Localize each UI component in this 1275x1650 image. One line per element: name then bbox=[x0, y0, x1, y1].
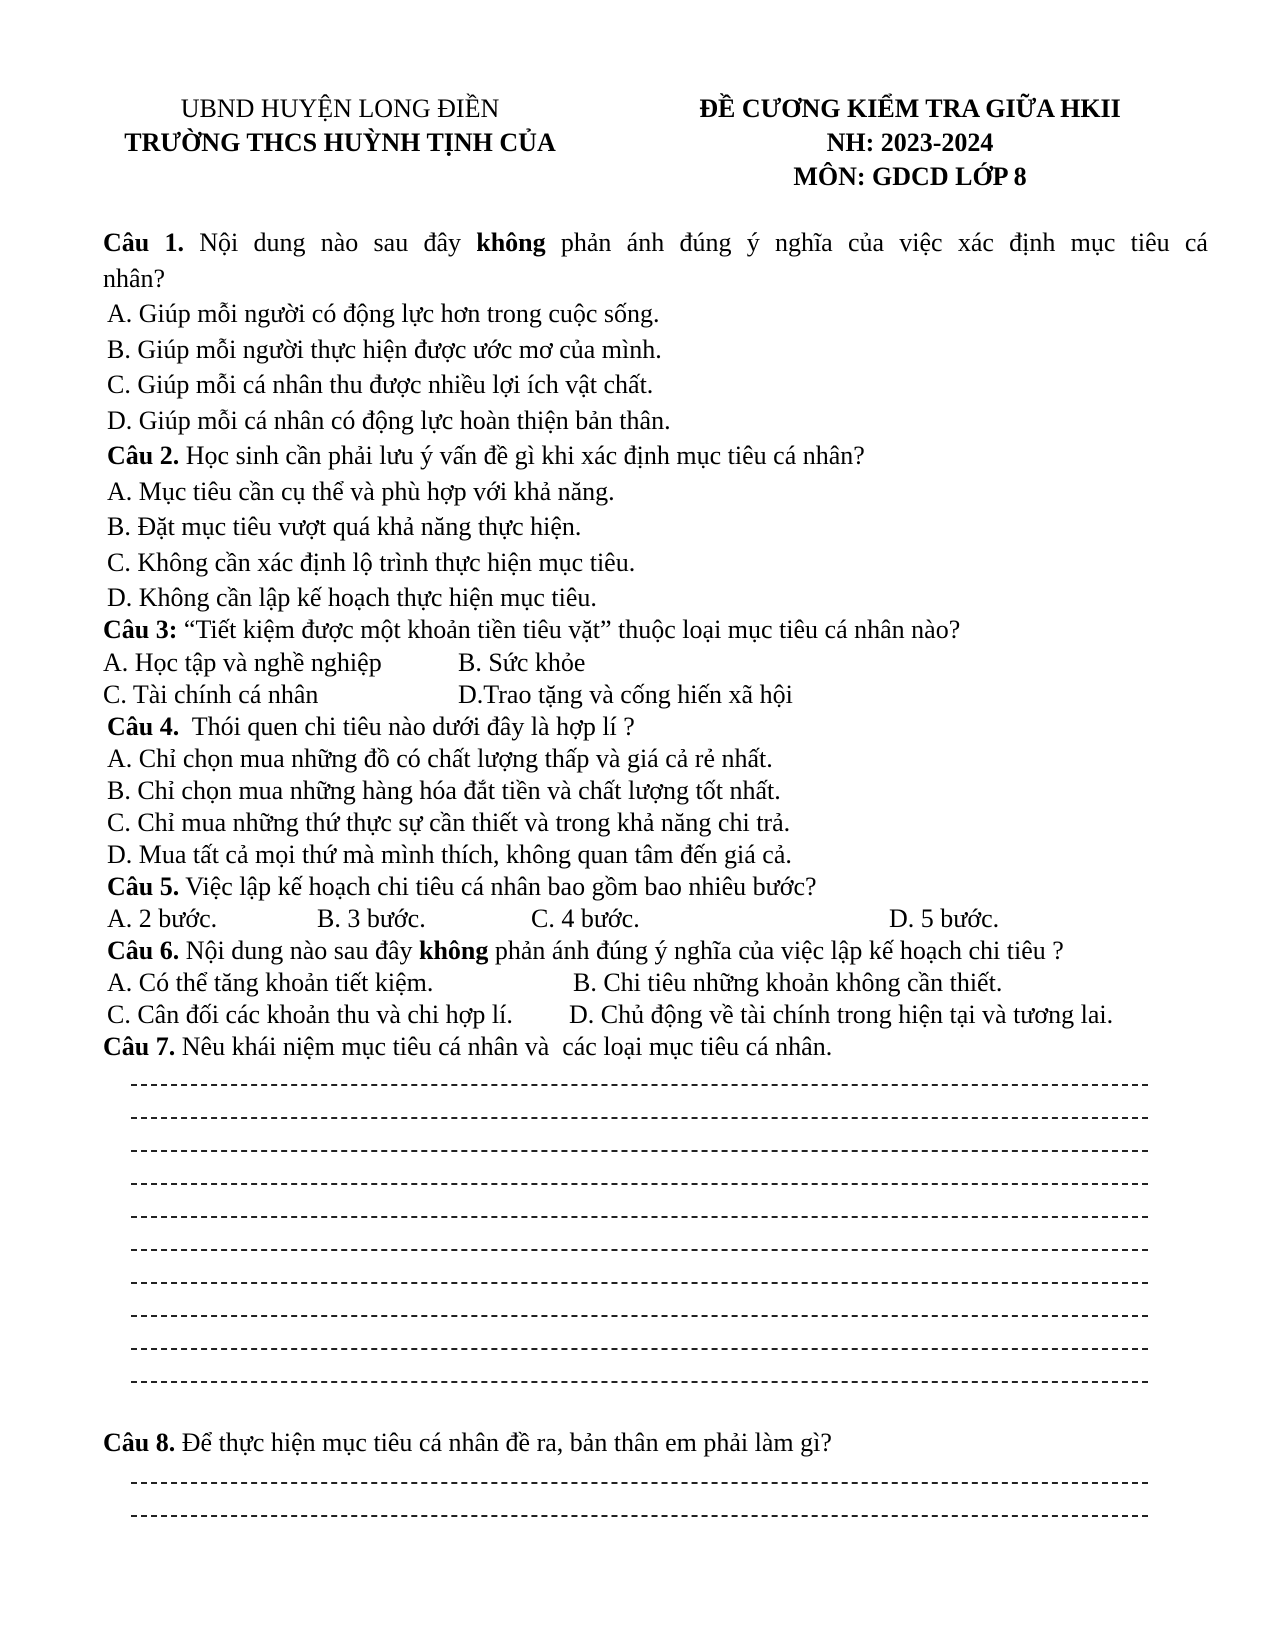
question-6-option-b: B. Chi tiêu những khoản không cần thiết. bbox=[573, 968, 1003, 997]
question-2-stem bbox=[103, 439, 1208, 473]
question-4-option-a: A. Chỉ chọn mua những đồ có chất lượng thấp và giá cả rẻ nhất. bbox=[107, 744, 773, 773]
question-6-label: Câu 6. bbox=[107, 936, 180, 965]
school-name: TRƯỜNG THCS HUỲNH TỊNH CỦA bbox=[124, 128, 556, 157]
question-5-text: Việc lập kế hoạch chi tiêu cá nhân bao gồm bao nhiêu bước? bbox=[179, 872, 817, 901]
question-8-answer-area[interactable] bbox=[103, 1460, 1208, 1526]
question-5-option-c: C. 4 bước. bbox=[531, 904, 640, 933]
question-7-text: Nêu khái niệm mục tiêu cá nhân và các loại mục tiêu cá nhân. bbox=[175, 1032, 833, 1061]
answer-line bbox=[131, 1227, 1148, 1260]
question-1-text-end: nhân? bbox=[103, 263, 166, 293]
question-2-option-d: D. Không cần lập kế hoạch thực hiện mục tiêu. bbox=[107, 583, 597, 612]
question-1-text: Nội dung nào sau đây bbox=[184, 228, 477, 257]
question-2-option-c: C. Không cần xác định lộ trình thực hiện mục tiêu. bbox=[107, 547, 636, 577]
question-6-emphasis: không bbox=[419, 936, 489, 965]
question-7-answer-area[interactable] bbox=[103, 1062, 1208, 1392]
question-3-stem bbox=[103, 613, 1208, 647]
question-3-option-a: A. Học tập và nghề nghiệp bbox=[103, 648, 382, 677]
question-7-label: Câu 7. bbox=[103, 1032, 176, 1061]
question-2-label: Câu 2. bbox=[107, 441, 180, 470]
question-8-label: Câu 8. bbox=[103, 1428, 176, 1457]
answer-line bbox=[131, 1062, 1148, 1095]
document-title: ĐỀ CƯƠNG KIỂM TRA GIỮA HKII bbox=[699, 94, 1121, 123]
question-4-stem bbox=[103, 710, 1208, 742]
answer-line bbox=[131, 1260, 1148, 1293]
question-8-stem bbox=[103, 1426, 1208, 1460]
answer-line bbox=[131, 1194, 1148, 1227]
school-year: NH: 2023-2024 bbox=[826, 128, 994, 157]
question-6-option-a: A. Có thể tăng khoản tiết kiệm. bbox=[107, 968, 434, 997]
header-left bbox=[90, 92, 590, 160]
question-5-option-d: D. 5 bước. bbox=[889, 904, 1000, 933]
question-1-option-c: C. Giúp mỗi cá nhân thu được nhiều lợi ích vật chất. bbox=[107, 370, 654, 399]
answer-line bbox=[131, 1161, 1148, 1194]
question-1-emphasis: không bbox=[476, 228, 546, 257]
question-6-option-d: D. Chủ động về tài chính trong hiện tại và tương lai. bbox=[569, 1000, 1114, 1029]
answer-line bbox=[131, 1493, 1148, 1526]
question-6-stem bbox=[103, 934, 1208, 966]
question-3-text: “Tiết kiệm được một khoản tiền tiêu vặt” thuộc loại mục tiêu cá nhân nào? bbox=[177, 614, 961, 644]
answer-line bbox=[131, 1293, 1148, 1326]
question-3-option-c: C. Tài chính cá nhân bbox=[103, 680, 319, 709]
header-right bbox=[640, 92, 1180, 194]
department-name: UBND HUYỆN LONG ĐIỀN bbox=[180, 94, 500, 123]
answer-line bbox=[131, 1326, 1148, 1359]
question-2-option-b: B. Đặt mục tiêu vượt quá khả năng thực hiện. bbox=[107, 512, 582, 541]
answer-line bbox=[131, 1359, 1148, 1392]
question-4-option-b: B. Chỉ chọn mua những hàng hóa đắt tiền và chất lượng tốt nhất. bbox=[107, 776, 781, 805]
exam-content bbox=[103, 226, 1208, 1526]
answer-line bbox=[131, 1128, 1148, 1161]
question-4-option-c: C. Chỉ mua những thứ thực sự cần thiết và trong khả năng chi trả. bbox=[107, 808, 791, 837]
question-5-label: Câu 5. bbox=[107, 872, 180, 901]
question-1-option-d: D. Giúp mỗi cá nhân có động lực hoàn thiện bản thân. bbox=[107, 405, 671, 435]
question-1-option-b: B. Giúp mỗi người thực hiện được ước mơ của mình. bbox=[107, 334, 662, 364]
answer-line bbox=[131, 1095, 1148, 1128]
question-3-label: Câu 3: bbox=[103, 614, 178, 644]
question-1-label: Câu 1. bbox=[103, 228, 184, 257]
question-5-option-a: A. 2 bước. bbox=[107, 904, 218, 933]
question-2-option-a: A. Mục tiêu cần cụ thể và phù hợp với khả năng. bbox=[107, 476, 615, 506]
question-2-text: Học sinh cần phải lưu ý vấn đề gì khi xác định mục tiêu cá nhân? bbox=[179, 441, 865, 470]
question-3-option-b: B. Sức khỏe bbox=[458, 648, 586, 677]
question-6-text: Nội dung nào sau đây bbox=[179, 936, 419, 965]
question-6-text-cont: phản ánh đúng ý nghĩa của việc lập kế hoạch chi tiêu ? bbox=[488, 936, 1064, 965]
question-4-option-d: D. Mua tất cả mọi thứ mà mình thích, không quan tâm đến giá cả. bbox=[107, 840, 792, 869]
question-4-label: Câu 4. bbox=[107, 712, 180, 741]
question-6-option-c: C. Cân đối các khoản thu và chi hợp lí. bbox=[107, 1000, 513, 1029]
question-1-stem bbox=[103, 226, 1208, 260]
question-1-text-cont: phản ánh đúng ý nghĩa của việc xác định mục tiêu cá bbox=[545, 228, 1208, 257]
question-3-option-d: D.Trao tặng và cống hiến xã hội bbox=[458, 680, 793, 709]
question-1-option-a: A. Giúp mỗi người có động lực hơn trong cuộc sống. bbox=[107, 299, 660, 328]
question-8-text: Để thực hiện mục tiêu cá nhân đề ra, bản thân em phải làm gì? bbox=[175, 1428, 832, 1457]
question-7-stem bbox=[103, 1030, 1208, 1062]
answer-line bbox=[131, 1460, 1148, 1493]
subject: MÔN: GDCD LỚP 8 bbox=[793, 162, 1027, 191]
question-5-option-b: B. 3 bước. bbox=[317, 904, 426, 933]
question-5-stem bbox=[103, 870, 1208, 902]
question-4-text: Thói quen chi tiêu nào dưới đây là hợp lí ? bbox=[179, 712, 635, 741]
